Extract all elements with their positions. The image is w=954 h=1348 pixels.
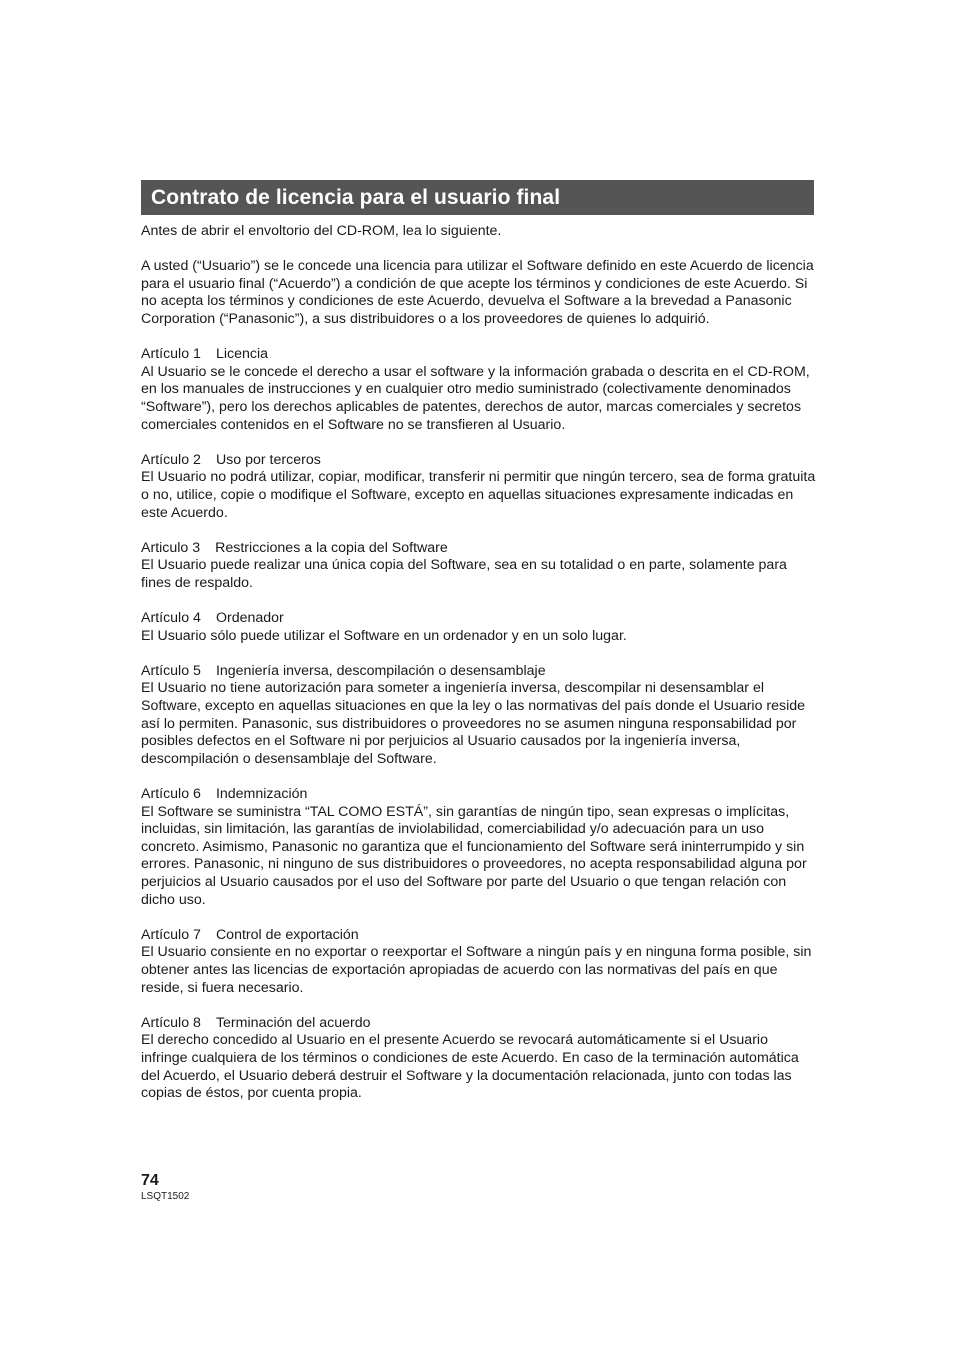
article-2 [141,452,816,522]
article-title: Terminación del acuerdo [215,1014,371,1031]
article-body: El Usuario sólo puede utilizar el Software en un ordenador y en un solo lugar. [141,627,627,644]
article-heading [141,663,816,681]
article-body: El Usuario puede realizar una única copia del Software, sea en su totalidad o en parte, solamente para fines de respaldo. [141,557,787,591]
article-title: Indemnización [215,786,308,802]
article-title: Ordenador [215,610,284,627]
page-title: Contrato de licencia para el usuario final [151,185,561,209]
article-title: Uso por terceros [215,451,321,468]
article-heading [141,452,816,470]
article-title: Licencia [215,346,268,363]
article-heading [141,1015,816,1033]
article-body: Al Usuario se le concede el derecho a usar el software y la información grabada o descrita en el CD-ROM, en los manuales de instrucciones y en cualquier otro medio suministrado (colectivamente denominados “Software”), pero los derechos aplicables de patentes, derechos de autor, marcas comerciales y secretos comerciales contenidos en el Software no se transfieren al Usuario. [141,363,810,433]
article-heading [141,540,816,558]
article-body: El Usuario no tiene autorización para someter a ingeniería inversa, descompilar ni desensamblar el Software, excepto en aquellas situaciones en que la ley o las normativas del país donde el Usuario reside así lo permiten. Panasonic, sus distribuidores o proveedores no se asumen ninguna responsabilidad por posibles defectos en el Software ni por perjuicios al Usuario causados por la ingeniería inversa, descompilación o desensamblaje del Software. [141,680,806,767]
article-number: Artículo 4 [141,610,201,627]
section-title-bar [141,180,814,215]
document-code: LSQT1502 [141,1191,190,1202]
article-body: El Usuario consiente en no exportar o reexportar el Software a ningún país y en ninguna forma posible, sin obtener antes las licencias de exportación apropiadas de acuerdo con las normativas del país en que reside, si fuera necesario. [141,944,812,996]
article-number: Artículo 6 [141,786,201,802]
article-heading [141,786,816,804]
article-title: Ingeniería inversa, descompilación o desensamblaje [215,662,546,679]
article-body: El Usuario no podrá utilizar, copiar, modificar, transferir ni permitir que ningún tercero, sea de forma gratuita o no, utilice, copie o modifique el Software, excepto en aquellas situaciones expresamente indicadas en este Acuerdo. [141,469,816,521]
page-number: 74 [141,1172,159,1189]
article-body: El Software se suministra “TAL COMO ESTÁ”, sin garantías de ningún tipo, sean expresas o implícitas, incluidas, sin limitación, las garantías de inviolabilidad, comerciabilidad y/o adecuación para un uso concreto. Asimismo, Panasonic no garantiza que el funcionamiento del Software será ininterrumpido y sin errores. Panasonic, ni ninguno de sus distribuidores o proveedores, no acepta responsabilidad alguna por perjuicios al Usuario causados por el uso del Software por parte del Usuario o que tengan relación con dicho uso. [141,803,807,908]
article-number: Artículo 1 [141,346,201,363]
preamble-text: A usted (“Usuario”) se le concede una licencia para utilizar el Software definido en este Acuerdo de licencia para el usuario final (“Acuerdo”) a condición de que acepte los términos y condiciones de este Acuerdo. Si no acepta los términos y condiciones de este Acuerdo, devuelva el Software a la brevedad a Panasonic Corporation (“Panasonic”), a sus distribuidores o a los proveedores de quienes lo adquirió. [141,258,814,327]
article-4 [141,610,816,645]
article-3 [141,540,816,593]
article-number: Artículo 8 [141,1014,201,1031]
article-heading [141,346,816,364]
article-number: Artículo 7 [141,926,201,943]
article-6 [141,786,816,909]
preamble-block [141,258,816,328]
article-7 [141,927,816,997]
article-title: Restricciones a la copia del Software [215,539,448,556]
article-8 [141,1015,816,1103]
intro-text: Antes de abrir el envoltorio del CD-ROM, lea lo siguiente. [141,223,502,239]
article-number: Artículo 2 [141,451,201,468]
document-body [141,223,816,1120]
article-title: Control de exportación [215,926,359,943]
article-5 [141,663,816,769]
article-heading [141,927,816,945]
article-number: Articulo 3 [141,539,201,556]
article-1 [141,346,816,434]
article-body: El derecho concedido al Usuario en el presente Acuerdo se revocará automáticamente si el Usuario infringe cualquiera de los términos o condiciones de este Acuerdo. En caso de la terminación automática del Acuerdo, el Usuario deberá destruir el Software y la documentación relacionada, junto con todas las copias de éstos, por cuenta propia. [141,1032,799,1102]
article-number: Artículo 5 [141,662,201,679]
article-heading [141,610,816,628]
